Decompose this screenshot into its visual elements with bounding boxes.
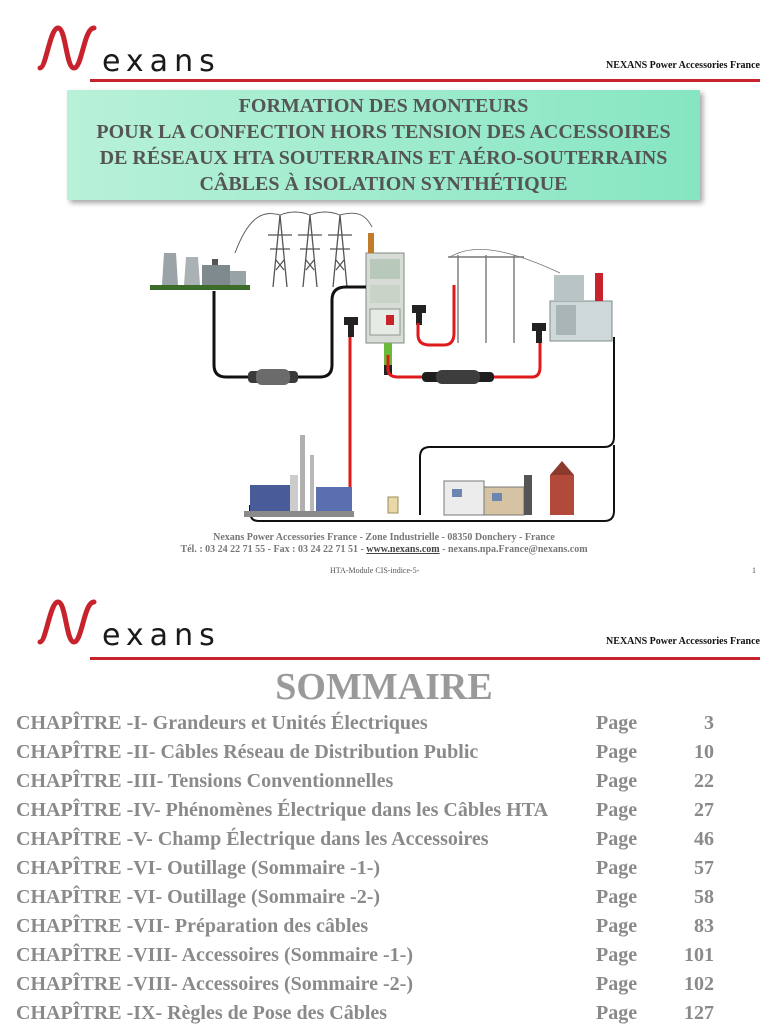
toc-page-label: Page	[596, 915, 638, 937]
footer-phone: Tél. : 03 24 22 71 55 - Fax : 03 24 22 71 51 -	[180, 544, 367, 555]
factory-icon	[244, 435, 354, 517]
toc-entry[interactable]	[16, 797, 756, 826]
toc-entry[interactable]	[16, 710, 756, 739]
power-plant-icon	[150, 253, 250, 290]
houses-icon	[444, 461, 574, 515]
sommaire-title: SOMMAIRE	[275, 666, 493, 708]
title-line: CÂBLES À ISOLATION SYNTHÉTIQUE	[199, 173, 568, 195]
toc-entry-title: CHAPÎTRE -VI- Outillage (Sommaire -2-)	[16, 886, 381, 908]
toc-entry-title: CHAPÎTRE -III- Tensions Conventionnelles	[16, 770, 394, 792]
module-label: HTA-Module CIS-indice-5-	[330, 566, 420, 575]
toc-entry-title: CHAPÎTRE -IX- Règles de Pose des Câbles	[16, 1002, 388, 1024]
toc-entry-title: CHAPÎTRE -VIII- Accessoires (Sommaire -1-)	[16, 944, 413, 966]
toc-entry[interactable]	[16, 884, 756, 913]
page-number: 1	[752, 566, 756, 575]
toc-entry[interactable]	[16, 1000, 756, 1029]
slide-2	[0, 590, 768, 1024]
toc-entry-title: CHAPÎTRE -VII- Préparation des câbles	[16, 915, 369, 937]
logo-text: exans	[102, 44, 221, 79]
table-of-contents	[16, 710, 756, 1029]
nexans-logo-mark	[36, 22, 106, 78]
substation-cabinet-icon	[366, 233, 404, 365]
toc-entry[interactable]	[16, 768, 756, 797]
nexans-logo	[36, 596, 226, 652]
toc-page-number: 101	[684, 944, 714, 966]
transformer-icon	[550, 273, 612, 341]
toc-page-number: 46	[694, 828, 714, 850]
nexans-logo	[36, 22, 226, 78]
network-diagram	[140, 205, 630, 530]
title-line: DE RÉSEAUX HTA SOUTERRAINS ET AÉRO-SOUTERRAINS	[99, 147, 668, 169]
red-cable	[418, 285, 454, 345]
toc-entry-title: CHAPÎTRE -IV- Phénomènes Électrique dans les Câbles HTA	[16, 799, 549, 821]
toc-page-label: Page	[596, 944, 638, 966]
company-name: NEXANS Power Accessories France	[606, 636, 760, 647]
toc-entry-title: CHAPÎTRE -VIII- Accessoires (Sommaire -2-)	[16, 973, 413, 995]
toc-page-label: Page	[596, 770, 638, 792]
nexans-logo-mark	[36, 596, 106, 652]
header-rule	[90, 79, 760, 82]
toc-entry[interactable]	[16, 855, 756, 884]
toc-page-label: Page	[596, 886, 638, 908]
toc-page-number: 57	[694, 857, 714, 879]
toc-entry-title: CHAPÎTRE -II- Câbles Réseau de Distribution Public	[16, 741, 479, 763]
toc-entry-title: CHAPÎTRE -V- Champ Électrique dans les Accessoires	[16, 828, 489, 850]
cabinet-box-icon	[388, 497, 398, 513]
toc-page-number: 58	[694, 886, 714, 908]
toc-page-label: Page	[596, 799, 638, 821]
toc-page-number: 127	[684, 1002, 714, 1024]
black-cable	[214, 287, 366, 377]
footer-web-link[interactable]: www.nexans.com	[366, 544, 440, 555]
toc-page-number: 10	[694, 741, 714, 763]
logo-text: exans	[102, 618, 221, 653]
header-rule	[90, 657, 760, 660]
footer-address: Nexans Power Accessories France - Zone Industrielle - 08350 Donchery - France	[213, 532, 555, 543]
toc-page-label: Page	[596, 1002, 638, 1024]
toc-entry-title: CHAPÎTRE -I- Grandeurs et Unités Électriques	[16, 712, 428, 734]
toc-entry[interactable]	[16, 971, 756, 1000]
toc-entry-title: CHAPÎTRE -VI- Outillage (Sommaire -1-)	[16, 857, 381, 879]
toc-page-label: Page	[596, 741, 638, 763]
footer-contact	[0, 544, 768, 555]
toc-entry[interactable]	[16, 826, 756, 855]
title-box	[67, 90, 700, 200]
company-name: NEXANS Power Accessories France	[606, 60, 760, 71]
pylons-icon	[235, 212, 372, 287]
toc-page-number: 3	[704, 712, 714, 734]
toc-page-number: 102	[684, 973, 714, 995]
toc-entry[interactable]	[16, 739, 756, 768]
joint-icon	[422, 370, 494, 384]
toc-page-label: Page	[596, 857, 638, 879]
title-line: POUR LA CONFECTION HORS TENSION DES ACCESSOIRES	[96, 121, 671, 143]
title-line: FORMATION DES MONTEURS	[238, 95, 529, 117]
toc-entry[interactable]	[16, 942, 756, 971]
footer-email: - nexans.npa.France@nexans.com	[439, 544, 588, 555]
toc-entry[interactable]	[16, 913, 756, 942]
joint-icon	[248, 369, 298, 385]
toc-page-label: Page	[596, 828, 638, 850]
toc-page-number: 27	[694, 799, 714, 821]
toc-page-number: 22	[694, 770, 714, 792]
toc-page-number: 83	[694, 915, 714, 937]
toc-page-label: Page	[596, 973, 638, 995]
toc-page-label: Page	[596, 712, 638, 734]
